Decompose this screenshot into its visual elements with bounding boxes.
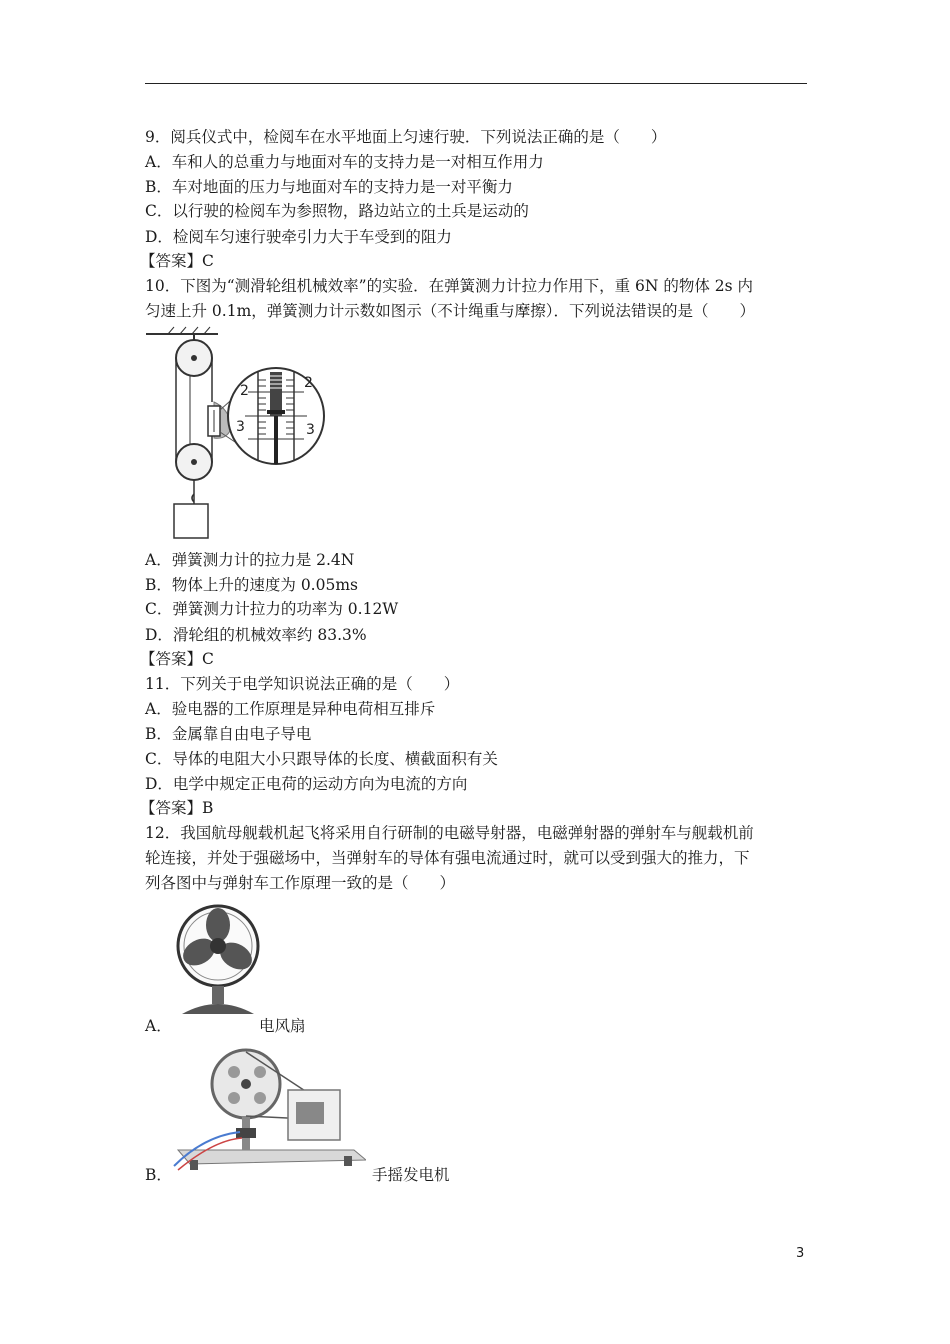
q9-option-a: A．车和人的总重力与地面对车的支持力是一对相互作用力	[145, 153, 544, 171]
scale-label-left-3: 3	[236, 419, 245, 435]
q9-option-b: B．车对地面的压力与地面对车的支持力是一对平衡力	[145, 178, 513, 196]
q10-option-d: D．滑轮组的机械效率约 83.3%	[145, 626, 367, 644]
scale-label-left-2: 2	[240, 383, 249, 399]
q11-stem: 11．下列关于电学知识说法正确的是（ ）	[145, 675, 460, 693]
q9-option-d: D．检阅车匀速行驶牵引力大于车受到的阻力	[145, 228, 452, 246]
q10-answer: 【答案】C	[140, 650, 214, 668]
q9-stem: 9．阅兵仪式中，检阅车在水平地面上匀速行驶．下列说法正确的是（ ）	[145, 128, 667, 146]
q10-stem-line2: 匀速上升 0.1m，弹簧测力计示数如图示（不计绳重与摩擦）．下列说法错误的是（ ）	[145, 302, 756, 320]
q12-option-b-caption: 手摇发电机	[372, 1166, 450, 1184]
scale-label-right-2: 2	[304, 375, 313, 391]
q10-option-b: B．物体上升的速度为 0.05ms	[145, 576, 358, 594]
q11-option-c: C．导体的电阻大小只跟导体的长度、横截面积有关	[145, 750, 498, 768]
q11-option-b: B．金属靠自由电子导电	[145, 725, 312, 743]
q10-stem-line1: 10．下图为“测滑轮组机械效率”的实验．在弹簧测力计拉力作用下，重 6N 的物体 2s 内	[145, 277, 754, 295]
q12-option-b-letter: B．	[145, 1166, 172, 1184]
header-rule	[145, 83, 807, 84]
q11-option-a: A．验电器的工作原理是异种电荷相互排斥	[145, 700, 436, 718]
electric-fan-image	[172, 900, 264, 1018]
pulley-figure	[140, 322, 340, 544]
q12-stem-line2: 轮连接，并处于强磁场中，当弹射车的导体有强电流通过时，就可以受到强大的推力，下	[145, 849, 750, 867]
q9-answer: 【答案】C	[140, 252, 214, 270]
q12-stem-line1: 12．我国航母舰载机起飞将采用自行研制的电磁导射器，电磁弹射器的弹射车与舰载机前	[145, 824, 754, 842]
page-number: 3	[796, 1246, 805, 1261]
q12-stem-line3: 列各图中与弹射车工作原理一致的是（ ）	[145, 874, 456, 892]
q9-option-c: C．以行驶的检阅车为参照物，路边站立的土兵是运动的	[145, 202, 529, 220]
hand-crank-generator-image	[168, 1044, 366, 1176]
q10-option-c: C．弹簧测力计拉力的功率为 0.12W	[145, 600, 399, 618]
scale-label-right-3: 3	[306, 422, 315, 438]
q10-option-a: A．弹簧测力计的拉力是 2.4N	[145, 551, 355, 569]
q11-option-d: D．电学中规定正电荷的运动方向为电流的方向	[145, 775, 468, 793]
q12-option-a-letter: A．	[145, 1017, 172, 1035]
q12-option-a-caption: 电风扇	[259, 1017, 306, 1035]
q11-answer: 【答案】B	[140, 799, 214, 817]
